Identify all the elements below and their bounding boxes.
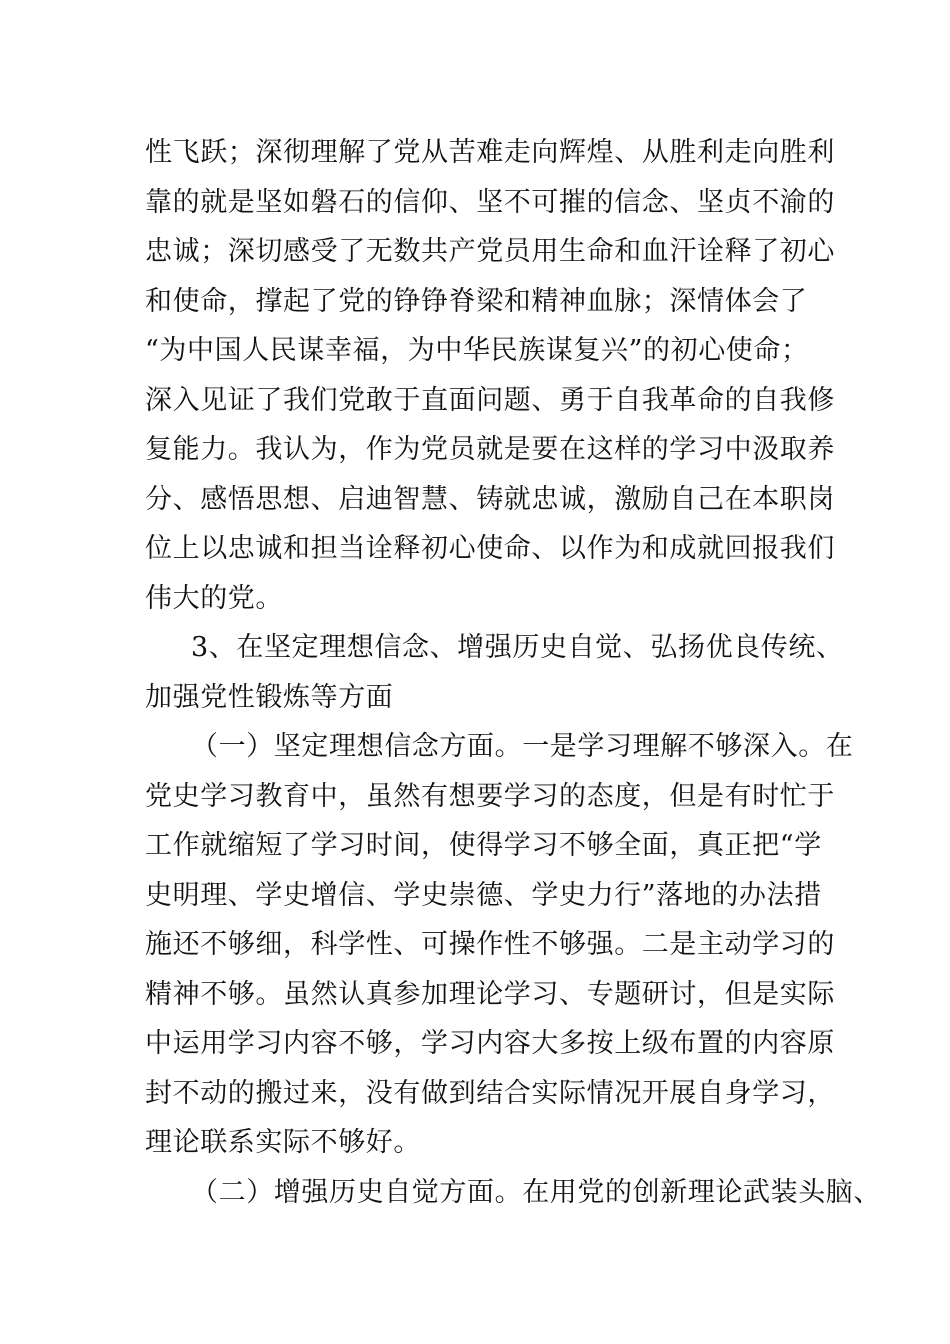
text-line: 工作就缩短了学习时间，使得学习不够全面，真正把“学 <box>145 830 822 861</box>
text-line: 和使命，撑起了党的铮铮脊梁和精神血脉；深情体会了 <box>145 285 808 317</box>
text-line: 深入见证了我们党敢于直面问题、勇于自我革命的自我修 <box>145 384 835 416</box>
text-line: 伟大的党。 <box>145 582 283 614</box>
text-line: 忠诚；深切感受了无数共产党员用生命和血汗诠释了初心 <box>145 236 835 267</box>
text-line: 理论联系实际不够好。 <box>145 1127 421 1158</box>
text-line: “为中国人民谋幸福，为中华民族谋复兴”的初心使命； <box>145 335 809 366</box>
text-line: 加强党性锻炼等方面 <box>145 681 394 713</box>
text-line: 位上以忠诚和担当诠释初心使命、以作为和成就回报我们 <box>145 533 835 564</box>
body-text <box>145 128 881 1217</box>
text-line: 封不动的搬过来，没有做到结合实际情况开展自身学习， <box>145 1077 835 1109</box>
text-line: 靠的就是坚如磐石的信仰、坚不可摧的信念、坚贞不渝的 <box>145 186 835 218</box>
text-line: 中运用学习内容不够，学习内容大多按上级布置的内容原 <box>145 1028 835 1059</box>
subsection-heading-2: （二）增强历史自觉方面。在用党的创新理论武装头脑、 <box>191 1176 881 1208</box>
text-line: 性飞跃；深彻理解了党从苦难走向辉煌、从胜利走向胜利 <box>145 137 835 168</box>
text-line: 施还不够细，科学性、可操作性不够强。二是主动学习的 <box>145 929 835 960</box>
text-line: 史明理、学史增信、学史崇德、学史力行”落地的办法措 <box>145 879 822 911</box>
text-line: 复能力。我认为，作为党员就是要在这样的学习中汲取养 <box>145 434 835 465</box>
subsection-heading-1: （一）坚定理想信念方面。一是学习理解不够深入。在 <box>191 731 854 762</box>
text-line: 精神不够。虽然认真参加理论学习、专题研讨，但是实际 <box>145 978 835 1010</box>
text-line: 党史学习教育中，虽然有想要学习的态度，但是有时忙于 <box>145 780 835 812</box>
text-line: 分、感悟思想、启迪智慧、铸就忠诚，激励自己在本职岗 <box>145 483 835 515</box>
section-heading-3: 3、在坚定理想信念、增强历史自觉、弘扬优良传统、 <box>191 632 844 663</box>
